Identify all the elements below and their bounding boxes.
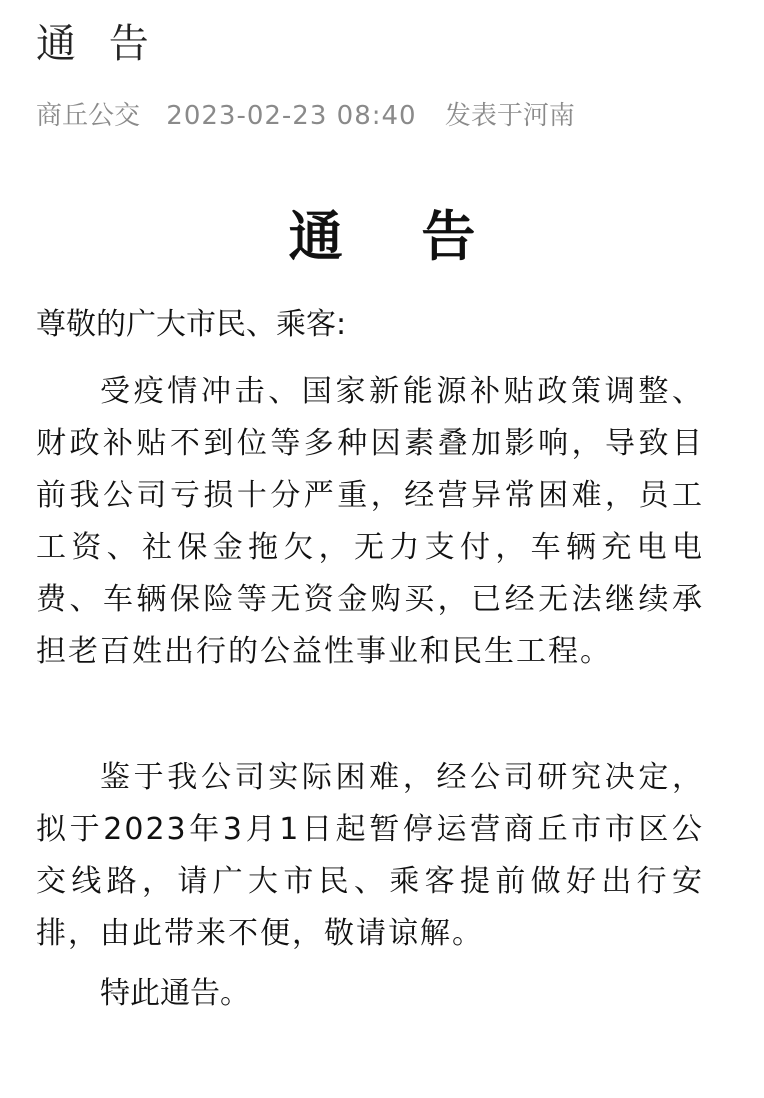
notice-paragraph-1: 受疫情冲击、国家新能源补贴政策调整、财政补贴不到位等多种因素叠加影响，导致目前我公司亏损十分严重，经营异常困难，员工工资、社保金拖欠，无力支付，车辆充电电费、车辆保险等无资金购买，已经无法继续承担老百姓出行的公益性事业和民生工程。 xyxy=(36,374,704,669)
notice-closing: 特此通告。 xyxy=(100,976,250,1011)
post-title: 通 告 xyxy=(36,21,159,67)
notice-paragraph-2: 鉴于我公司实际困难，经公司研究决定，拟于2023年3月1日起暂停运营商丘市市区公交线路，请广大市民、乘客提前做好出行安排，由此带来不便，敬请谅解。 xyxy=(36,760,704,951)
publish-time: 2023-02-23 08:40 xyxy=(166,101,417,131)
post-meta xyxy=(36,98,575,134)
notice-heading: 通 告 xyxy=(288,205,506,268)
publish-location: 发表于河南 xyxy=(444,101,575,131)
notice-salutation: 尊敬的广大市民、乘客: xyxy=(36,307,347,342)
author-name[interactable]: 商丘公交 xyxy=(36,101,141,131)
